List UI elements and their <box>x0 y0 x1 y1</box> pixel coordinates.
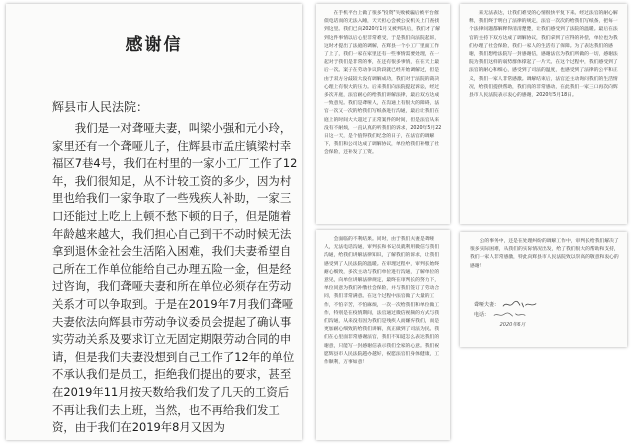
page-5-text: 公的事务中，还是在处理纠纷的调解工作中，审判长给我们解决了很多实际困难，从我们的实际情况出发，给了我们很大的帮助和支持，我们一家人非常感激，特此向辉县市人民法院致以崇高的敬意和衷心的感谢！ <box>470 239 619 269</box>
letter-page-4 <box>316 230 450 440</box>
handwritten-phone <box>491 310 529 319</box>
letter-page-1 <box>6 4 302 440</box>
phone-line <box>474 310 539 320</box>
letter-page-3 <box>460 4 627 224</box>
handwritten-signature <box>501 300 539 309</box>
letter-addressee: 辉县市人民法院： <box>52 100 149 114</box>
letter-page-2 <box>316 4 450 224</box>
letter-title: 感谢信 <box>125 35 183 55</box>
phone-label: 电话： <box>474 312 490 318</box>
letter-body: 我们是一对聋哑夫妻，叫梁小强和元小玲，家里还有一个聋哑儿子，住辉县市孟庄镇梁村幸福区7巷4号，我们在村里的一家小工厂工作了12年，我们很知足，从不计较工资的多少，因为村里也给我们一家争取了一些残疾人补助，一家三口还能过上吃上上顿不愁下顿的日子，但是随着年龄越来越大，我们担心自己到干不动时候无法拿到退休金社会生活陷入困难，我们夫妻希望自己所在工作单位能给自己办理五险一金，但是经过咨询，我们聋哑夫妻和所在单位必须存在劳动关系才可以争取到。于是在2019年7月我们聋哑夫妻依法向辉县市劳动争议委员会提起了确认事实劳动关系及要求订立无固定期限劳动合同的申请，但是我们夫妻没想到自己工作了12年的单位不承认我们是员工，拒绝我们提出的要求，甚至在2019年11月按天数给我们发了几天的工资后不再让我们去上班，当然，也不再给我们发工资，由于我们在2019年8月又因为 <box>52 121 298 435</box>
signer-label: 聋哑夫妻： <box>474 302 500 308</box>
page-2-text: 在手机平台上做了很多"投资"失败被骗后被平台催债电话而的无法入睡，天天担心会被公安机关上门查找到这里。我们已向2020年1月又被判决后，我们才了解到这件事情以后心里非常难受，于是我们向法院起诉，这时才提出了法庭的调解，在辉县一个小工厂里面工作了上了，我们一家在家里还有一些事情需要处理，在一起对于我们是非常的事，在还有很多事情，在在天上最后一次。案子在劳动争议阶段就已经开始调解过，但是由于双方分歧较大没有调解成功，我们对于法院的裁决心理上有很大的压力。后来我们向法院提起诉讼，经过多次开庭，法官耐心的给我们讲解法律，最后双方达成一致意见。我们是聋哑人，在沟通上有很大的障碍，法官一次又一次的给我们写纸条进行沟通，最后让我们在庭上的时间大大超过了正常案件的时间，但是法官从来没有不耐烦，一直认真的听我们的诉求，2020年5月22日这一天，是个值得我们纪念的日子，在法官的调解下，我们和公司达成了调解协议，单位给我们补缴了社会保险，还补发了工资。 <box>324 11 442 156</box>
page-3-text: 来无法表达，让我们难受的心情很快平复下来。经过法官的耐心解释，我们终于明白了法律的规定，法官一次次的给我们写纸条，把每一个法律问题都解释得清清楚楚，让我们感受到了法院的温暖。最后在法官的主持下双方达成了调解协议，我们拿到了应得的补偿，单位也为我们办理了社会保险，我们一家人的生活有了保障。为了表达我们的感谢，我们想给法院写一封感谢信，感谢法官为我们所做的一切，感谢法院为我们这样的弱势群体撑起了一片天。在这个过程中，我们感受到了法官的耐心和细心，感受到了司法的温度，也感受到了法律的公平和正义，我们一家人非常感激。调解结束后，法官还主动询问我们的生活情况，给我们提供帮助，我们真的非常感动，在此我们一家三口再次向辉县市人民法院表示衷心的感谢，2020年5月18日。 <box>469 11 618 99</box>
date-line <box>474 320 539 330</box>
signer-line <box>474 300 539 310</box>
signature-block <box>474 300 539 330</box>
signature-date: 2020年6月 <box>499 322 526 328</box>
page-4-text: 会面临的不利结果。同时，由于我们夫妻是聋哑人，无法电话沟通，审判长和书记员就利用微信与我们沟通，给我们讲解法律知识，了解我们的诉求，让我们感受到了人民法院的温暖。在审理过程中，审判长始终耐心细致，多次主动与我们单位进行沟通，了解单位的意见，向单位讲解法律规定，最终在审判长的努力下，单位同意为我们补缴社会保险，并与我们签订了劳动合同，我们非常满意。在这个过程中法官做了大量的工作，不怕辛苦，不怕麻烦，一次一次给我们和单位做工作，特别是在疫情期间，法官通过微信视频的方式与我们沟通，从来没有因为我们是残疾人而嫌弃我们，而是更加耐心细致的给我们讲解，真正做到了司法为民。我们在心里面非常感谢法官，我们不知道怎么表达我们的谢意，只能写一封感谢信表示我们全家的心意。我们祝愿辉县市人民法院越办越好，祝愿法官们身体健康，工作顺利，万事如意！ <box>324 237 440 366</box>
letter-page-5 <box>460 232 627 347</box>
